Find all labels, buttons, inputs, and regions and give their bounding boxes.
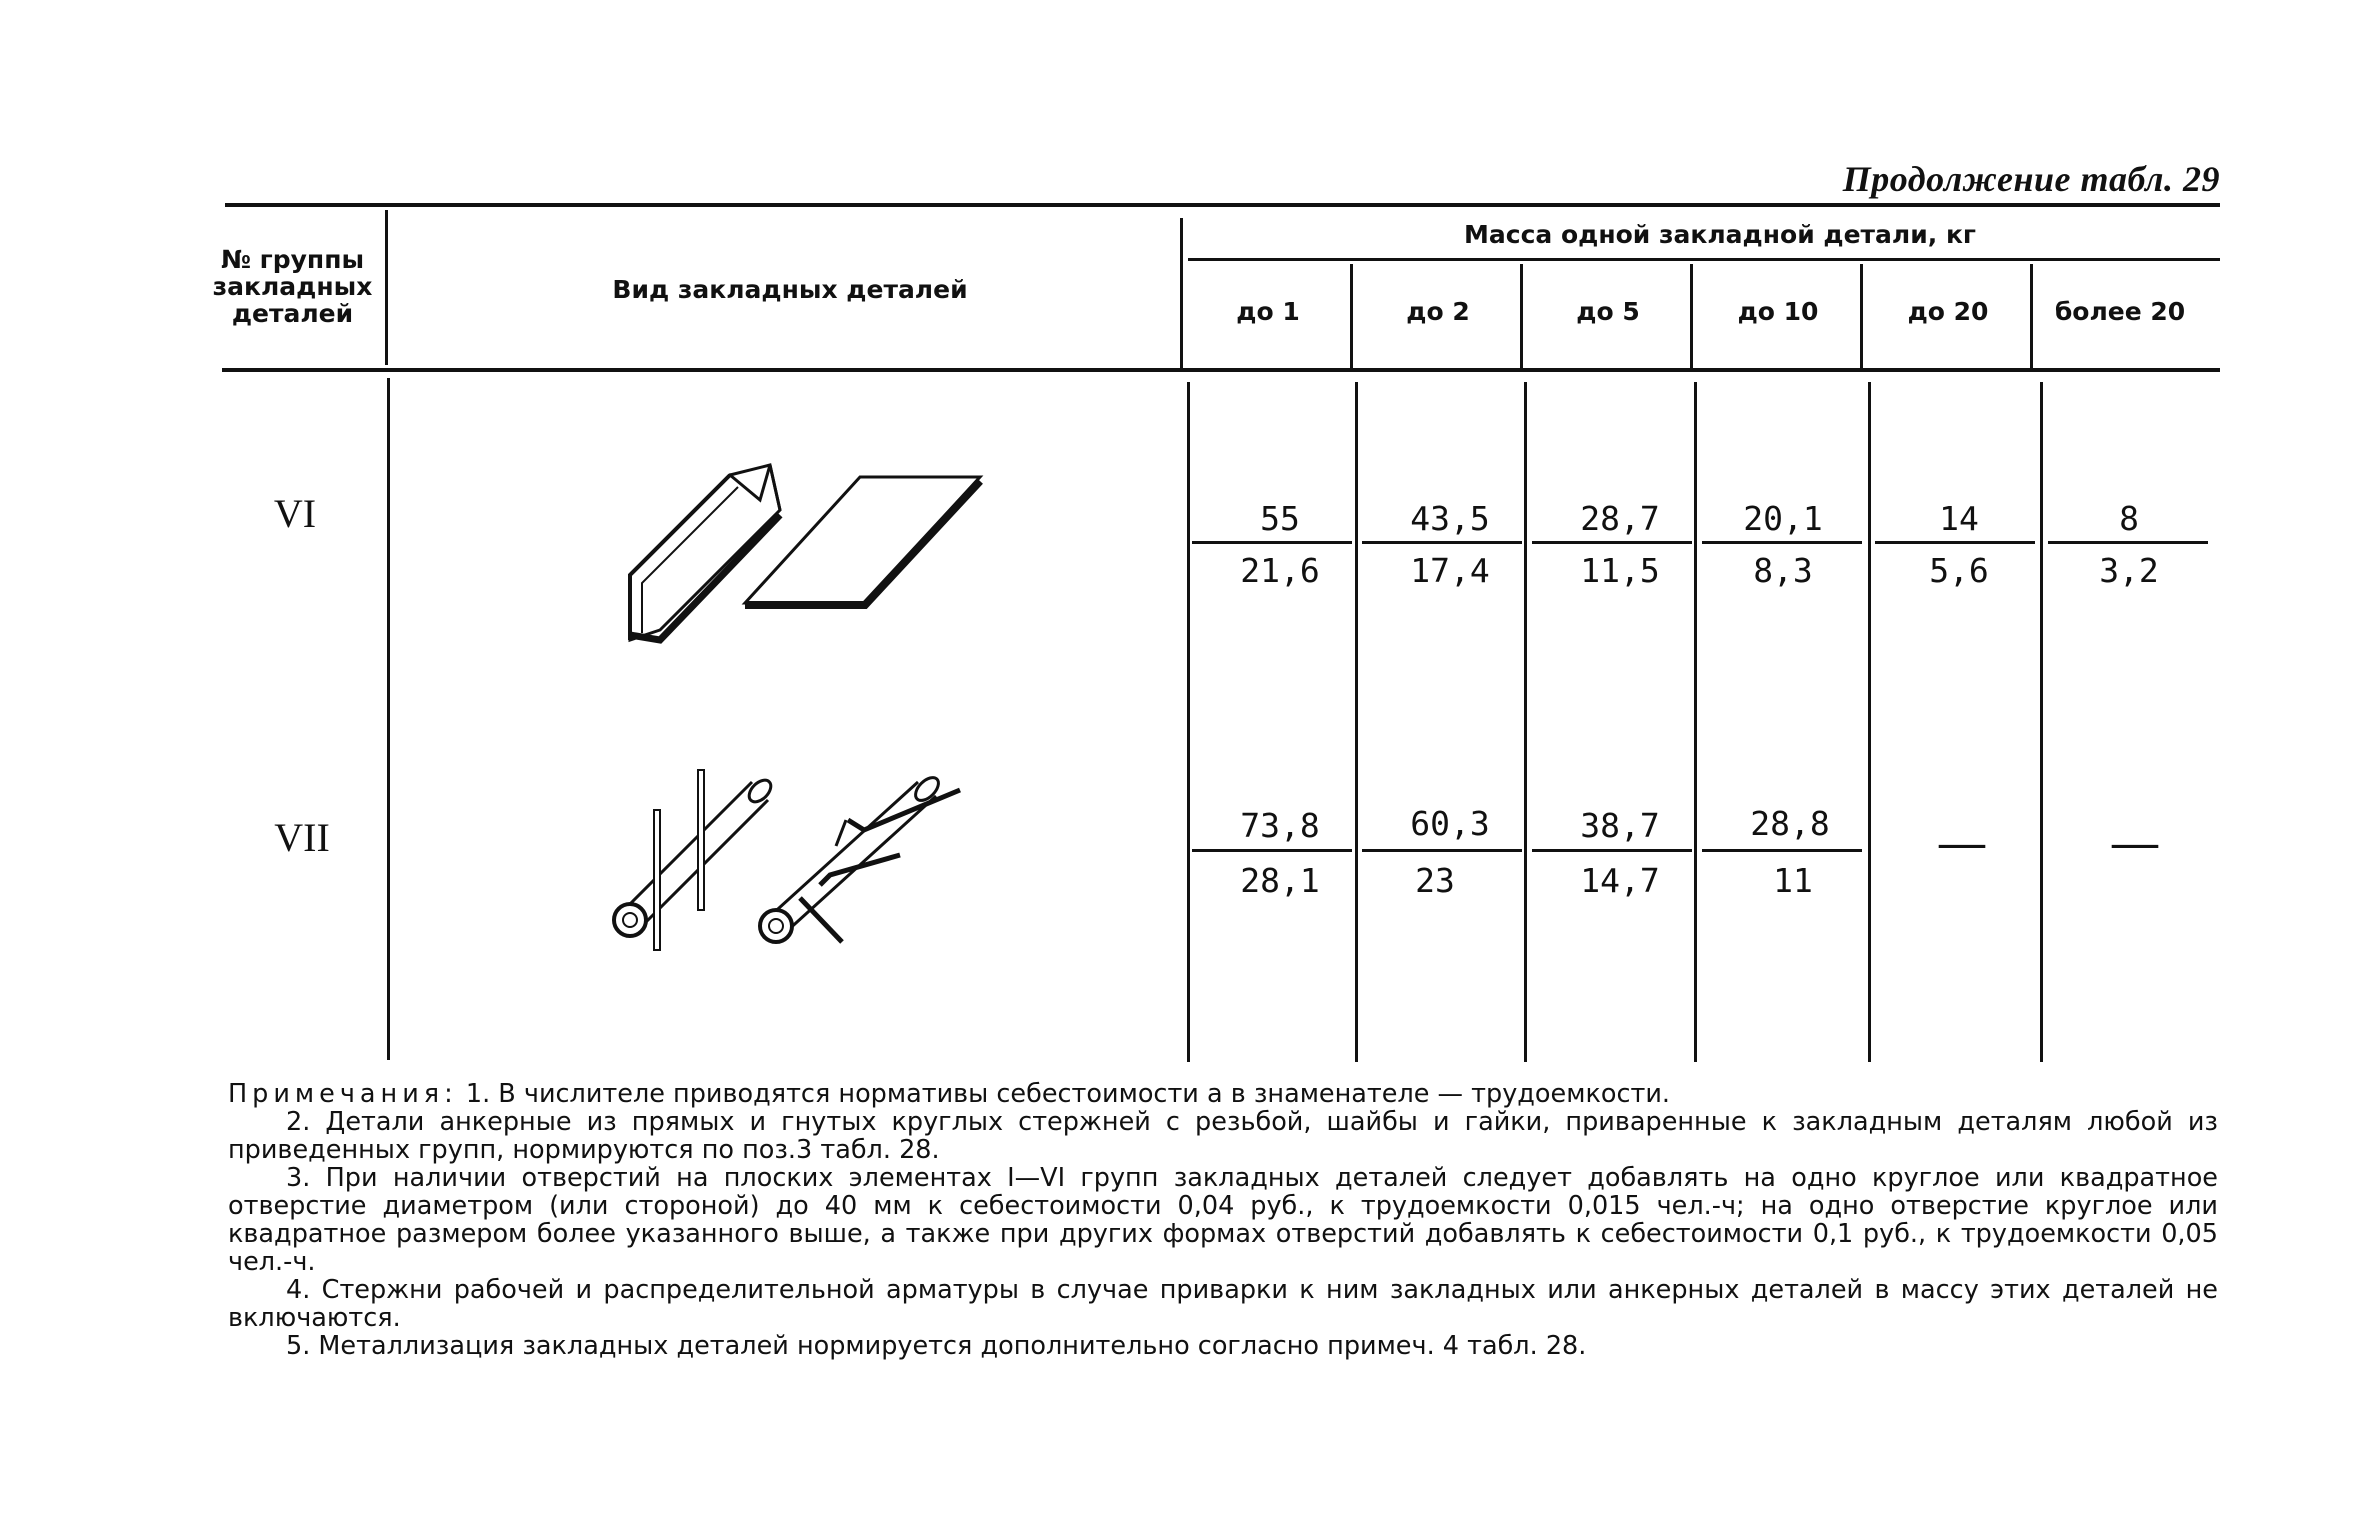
body-divider [387, 378, 390, 1060]
body-divider [1355, 382, 1358, 1062]
labor-value: 11,5 [1580, 551, 1660, 590]
fraction-bar [1702, 541, 1862, 544]
labor-value: 3,2 [2099, 551, 2159, 590]
fraction-bar [1532, 849, 1692, 852]
empty-dash: — [2112, 816, 2158, 867]
labor-value: 21,6 [1240, 551, 1320, 590]
body-divider [1187, 382, 1190, 1062]
group-number: VI [273, 491, 317, 536]
labor-value: 17,4 [1410, 551, 1490, 590]
labor-value: 8,3 [1753, 551, 1813, 590]
angle-and-plate-icon [620, 455, 1000, 655]
group-column-header: № группы закладных деталей [212, 245, 373, 328]
mass-col-header: до 2 [1406, 297, 1470, 326]
header-divider [1180, 218, 1183, 370]
labor-value: 11 [1773, 861, 1813, 900]
note-1 [228, 1080, 2218, 1108]
fraction-bar [1875, 541, 2035, 544]
type-column-header: Вид закладных деталей [612, 275, 968, 304]
mass-col-header: до 5 [1576, 297, 1640, 326]
mass-column-header: Масса одной закладной детали, кг [1464, 220, 1976, 249]
note-1-text: 1. В числителе приводятся нормативы себестоимости а в знаменателе — трудоемкости. [465, 1079, 1671, 1109]
note-2: 2. Детали анкерные из прямых и гнутых круглых стержней с резьбой, шайбы и гайки, приваренные к закладным деталям любой из приведенных групп, нормируются по поз.3 табл. 28. [228, 1107, 2218, 1165]
cost-value: 14 [1939, 499, 1979, 538]
group-number: VII [274, 815, 330, 860]
labor-value: 23 [1415, 861, 1455, 900]
body-divider [1694, 382, 1697, 1062]
labor-value: 14,7 [1580, 861, 1660, 900]
table-top-rule [225, 203, 2220, 207]
note-4: 4. Стержни рабочей и распределительной арматуры в случае приварки к ним закладных или анкерных деталей в массу этих деталей не включаются. [228, 1275, 2218, 1333]
cost-value: 8 [2119, 499, 2139, 538]
cost-value: 60,3 [1410, 804, 1490, 843]
fraction-bar [1702, 849, 1862, 852]
notes-title: Примечания: [228, 1079, 458, 1109]
fraction-bar [1192, 849, 1352, 852]
labor-value: 5,6 [1929, 551, 1989, 590]
cost-value: 28,7 [1580, 499, 1660, 538]
empty-dash: — [1939, 816, 1985, 867]
cost-value: 73,8 [1240, 806, 1320, 845]
table-caption: Продолжение табл. 29 [1842, 159, 2220, 199]
note-3: 3. При наличии отверстий на плоских элементах I—VI групп закладных деталей следует добавлять на одно круглое или квадратное отверстие диаметром (или стороной) до 40 мм к себестоимости 0,04 руб., к трудоемкости 0,015 чел.-ч; на одно отверстие круглое или квадратное размером более указанного выше, а также при других формах отверстий добавлять к себестоимости 0,1 руб., к трудоемкости 0,05 чел.-ч. [228, 1163, 2218, 1277]
fraction-bar [1192, 541, 1352, 544]
fraction-bar [1532, 541, 1692, 544]
table-notes [228, 1080, 2218, 1360]
fraction-bar [1362, 541, 1522, 544]
mass-col-header: до 1 [1236, 297, 1300, 326]
mass-header-rule [1188, 258, 2220, 261]
cost-value: 43,5 [1410, 499, 1490, 538]
mass-col-header: до 20 [1907, 297, 1989, 326]
header-bottom-rule [222, 368, 2220, 372]
cost-value: 38,7 [1580, 806, 1660, 845]
cost-value: 20,1 [1743, 499, 1823, 538]
mass-col-header: до 10 [1737, 297, 1819, 326]
body-divider [2040, 382, 2043, 1062]
mass-col-header: более 20 [2054, 297, 2186, 326]
labor-value: 28,1 [1240, 861, 1320, 900]
cost-value: 28,8 [1750, 804, 1830, 843]
note-5: 5. Металлизация закладных деталей нормируется дополнительно согласно примеч. 4 табл. 28. [286, 1331, 1587, 1361]
body-divider [1524, 382, 1527, 1062]
body-divider [1868, 382, 1871, 1062]
header-divider [385, 210, 388, 365]
rod-anchors-icon [600, 760, 1000, 960]
cost-value: 55 [1260, 499, 1300, 538]
fraction-bar [1362, 849, 1522, 852]
fraction-bar [2048, 541, 2208, 544]
